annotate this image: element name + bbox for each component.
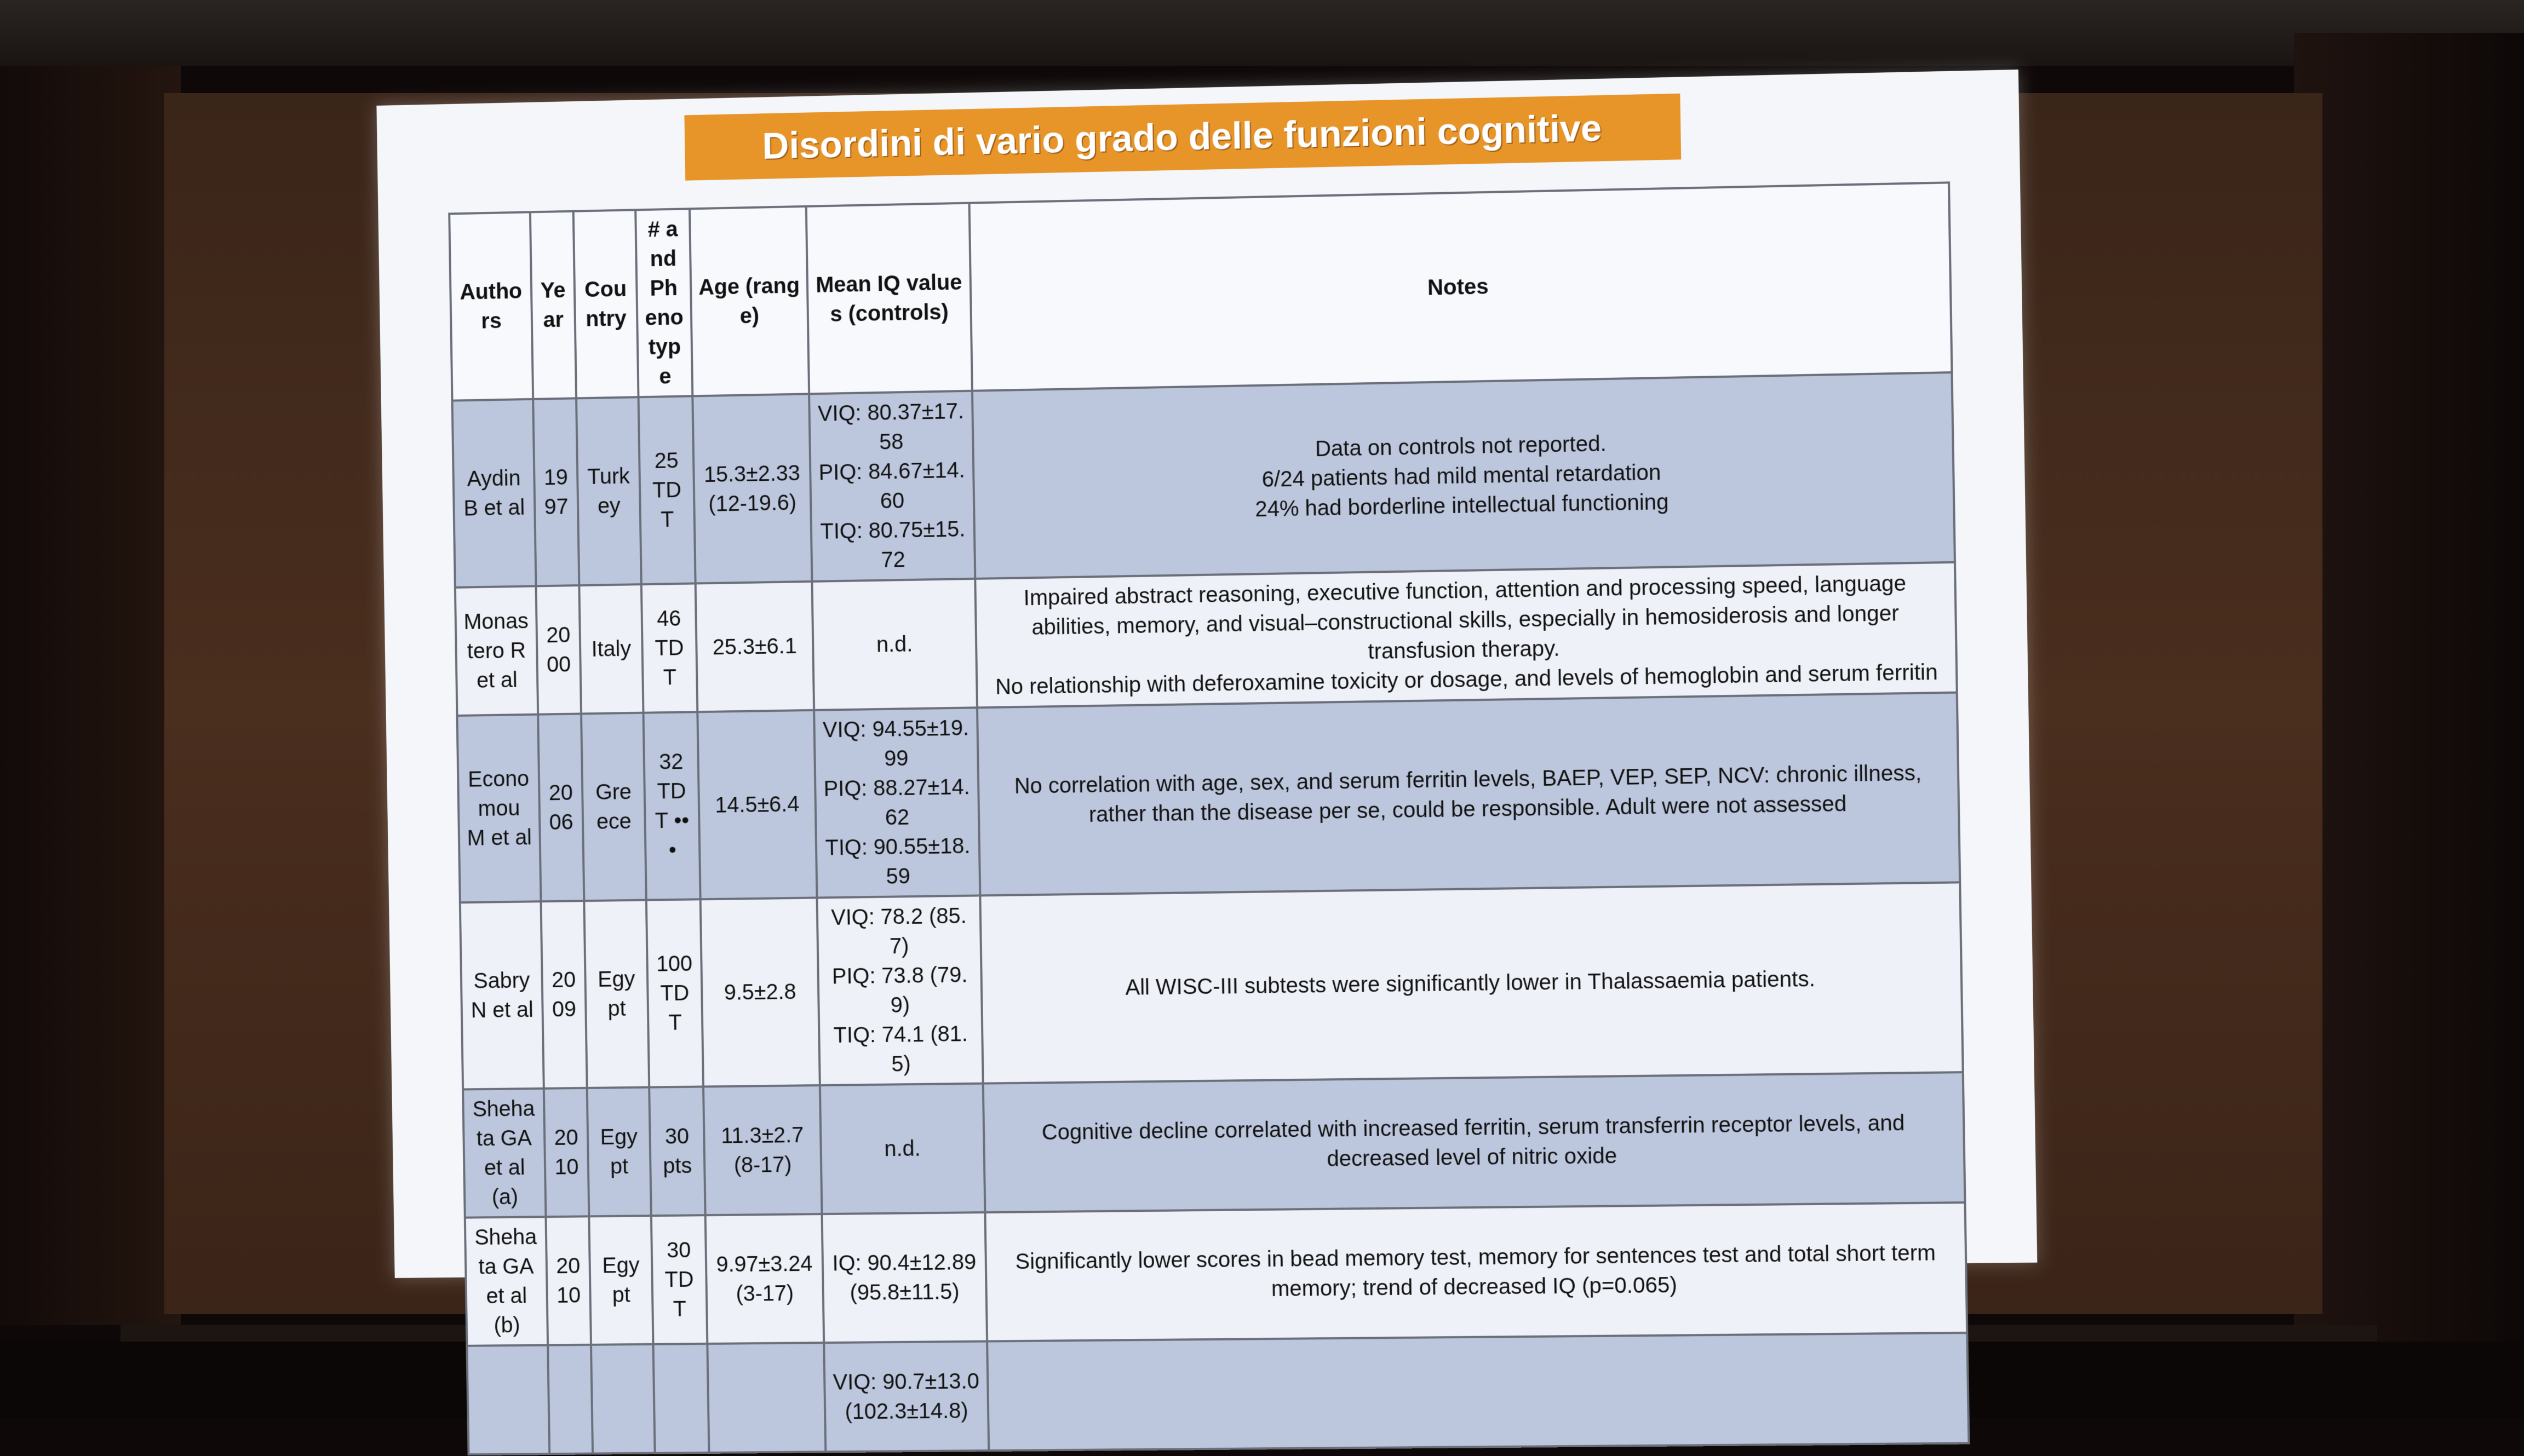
header-country: Country	[573, 210, 639, 398]
cell-age: 25.3±6.1	[696, 582, 814, 712]
cell-age	[707, 1343, 825, 1453]
cell-iq	[824, 1342, 989, 1452]
table-row	[452, 372, 1955, 588]
iq-line: n.d.	[884, 1136, 921, 1161]
header-year: Year	[530, 211, 576, 399]
iq-line: IQ: 90.4±12.89	[832, 1250, 977, 1276]
table-body	[452, 372, 1969, 1454]
room-wall-left	[0, 66, 181, 1325]
cell-iq	[820, 1084, 985, 1214]
cell-iq	[812, 579, 977, 710]
iq-line: VIQ: 94.55±19.99	[822, 716, 970, 771]
cell-notes	[980, 882, 1963, 1083]
table-row	[467, 1333, 1969, 1454]
cell-notes	[972, 372, 1955, 579]
cell-country: Greece	[581, 713, 646, 901]
table-row	[460, 882, 1963, 1089]
cell-age: 14.5±6.4	[697, 710, 817, 899]
room-wall-right	[2294, 33, 2524, 1347]
cell-notes	[987, 1333, 1969, 1451]
iq-line: TIQ: 74.1 (81.5)	[833, 1022, 968, 1077]
header-phenotype: # and Phenotype	[635, 209, 692, 397]
iq-line: VIQ: 90.7±13.0	[833, 1369, 980, 1395]
cell-phenotype: 32 TDT •••	[644, 712, 701, 900]
iq-line: (95.8±11.5)	[850, 1280, 960, 1305]
notes-line: 6/24 patients had mild mental retardation	[1261, 460, 1661, 492]
iq-line: (102.3±14.8)	[845, 1399, 968, 1424]
iq-line: n.d.	[876, 632, 913, 657]
cognitive-studies-table	[448, 181, 1970, 1455]
cell-country: Egypt	[584, 900, 649, 1088]
cell-year: 2006	[538, 713, 584, 901]
cell-age: 9.5±2.8	[701, 897, 820, 1086]
cell-year: 1997	[533, 398, 579, 586]
room-ceiling	[0, 0, 2524, 66]
table-row	[455, 562, 1957, 716]
notes-line: Impaired abstract reasoning, executive function, attention and processing speed, language abilities, memory, and visual–constructional skills, especially in hemosiderosis and longer transfusion therapy.	[1023, 571, 1907, 664]
iq-line: PIQ: 84.67±14.60	[818, 458, 966, 514]
iq-line: VIQ: 78.2 (85.7)	[830, 903, 967, 959]
cell-year: 2010	[544, 1088, 589, 1217]
iq-line: PIQ: 88.27±14.62	[823, 775, 971, 830]
cell-age: 11.3±2.7 (8-17)	[703, 1085, 822, 1215]
cell-phenotype: 100 TDT	[646, 899, 703, 1087]
cell-country	[591, 1344, 655, 1454]
cell-phenotype	[653, 1344, 709, 1453]
cell-notes	[975, 562, 1957, 708]
iq-line: VIQ: 80.37±17.58	[817, 399, 965, 454]
cell-notes	[977, 693, 1960, 896]
notes-line: No correlation with age, sex, and serum ferritin levels, BAEP, VEP, SEP, NCV: chronic illness, rather than the disease per se, could be responsible. Adult were not assessed	[1014, 761, 1922, 827]
cell-age: 15.3±2.33 (12-19.6)	[692, 394, 812, 583]
cell-authors: Shehata GA et al (b)	[465, 1217, 548, 1346]
cell-notes	[985, 1202, 1967, 1341]
studies-table	[448, 181, 1965, 1424]
table-row	[465, 1202, 1967, 1346]
header-iq: Mean IQ values (controls)	[806, 203, 972, 394]
iq-line: TIQ: 90.55±18.59	[825, 833, 971, 889]
cell-authors	[467, 1345, 549, 1454]
header-notes: Notes	[970, 182, 1952, 390]
cell-authors: Monastero R et al	[455, 586, 538, 716]
cell-iq	[817, 895, 983, 1085]
notes-line: 24% had borderline intellectual functioning	[1254, 490, 1669, 522]
notes-line: Cognitive decline correlated with increased ferritin, serum transferrin receptor levels, and decreased level of nitric oxide	[1041, 1110, 1905, 1171]
notes-line	[996, 1388, 1960, 1396]
cell-iq	[814, 707, 980, 897]
cell-year: 2009	[541, 901, 587, 1089]
cell-authors: Aydin B et al	[452, 399, 536, 588]
table-row	[457, 693, 1960, 903]
iq-line: TIQ: 80.75±15.72	[820, 517, 966, 572]
cell-country: Egypt	[589, 1216, 653, 1345]
notes-line: Data on controls not reported.	[1315, 431, 1607, 462]
table-row	[463, 1072, 1965, 1217]
cell-year: 2000	[536, 585, 582, 715]
slide-title: Disordini di vario grado delle funzioni cognitive	[684, 94, 1681, 181]
cell-phenotype: 25 TDT	[639, 396, 696, 584]
notes-line: No relationship with deferoxamine toxicity or dosage, and levels of hemoglobin and serum ferritin	[995, 660, 1938, 699]
cell-age: 9.97±3.24 (3-17)	[705, 1214, 824, 1344]
cell-year: 2010	[546, 1216, 591, 1345]
header-authors: Authors	[449, 212, 533, 400]
cell-phenotype: 30 TDT	[651, 1215, 707, 1344]
notes-line: Significantly lower scores in bead memory test, memory for sentences test and total short term memory; trend of decreased IQ (p=0.065)	[1015, 1241, 1936, 1301]
cell-country: Egypt	[587, 1087, 651, 1217]
table-header-row	[449, 182, 1952, 400]
cell-year	[548, 1345, 593, 1454]
notes-line: All WISC-III subtests were significantly lower in Thalassaemia patients.	[1125, 966, 1816, 1000]
cell-phenotype: 46 TDT	[641, 583, 697, 712]
cell-iq	[809, 391, 975, 582]
cell-country: Italy	[579, 584, 643, 713]
cell-authors: Sabry N et al	[460, 901, 544, 1089]
cell-country: Turkey	[576, 397, 641, 585]
cell-authors: Economou M et al	[457, 715, 541, 903]
iq-line: PIQ: 73.8 (79.9)	[831, 963, 968, 1017]
header-age: Age (range)	[690, 206, 809, 396]
cell-authors: Shehata GA et al (a)	[463, 1089, 546, 1218]
projected-slide	[376, 70, 2037, 1424]
cell-phenotype: 30 pts	[649, 1086, 705, 1216]
cell-iq	[822, 1212, 988, 1343]
cell-notes	[983, 1072, 1965, 1212]
